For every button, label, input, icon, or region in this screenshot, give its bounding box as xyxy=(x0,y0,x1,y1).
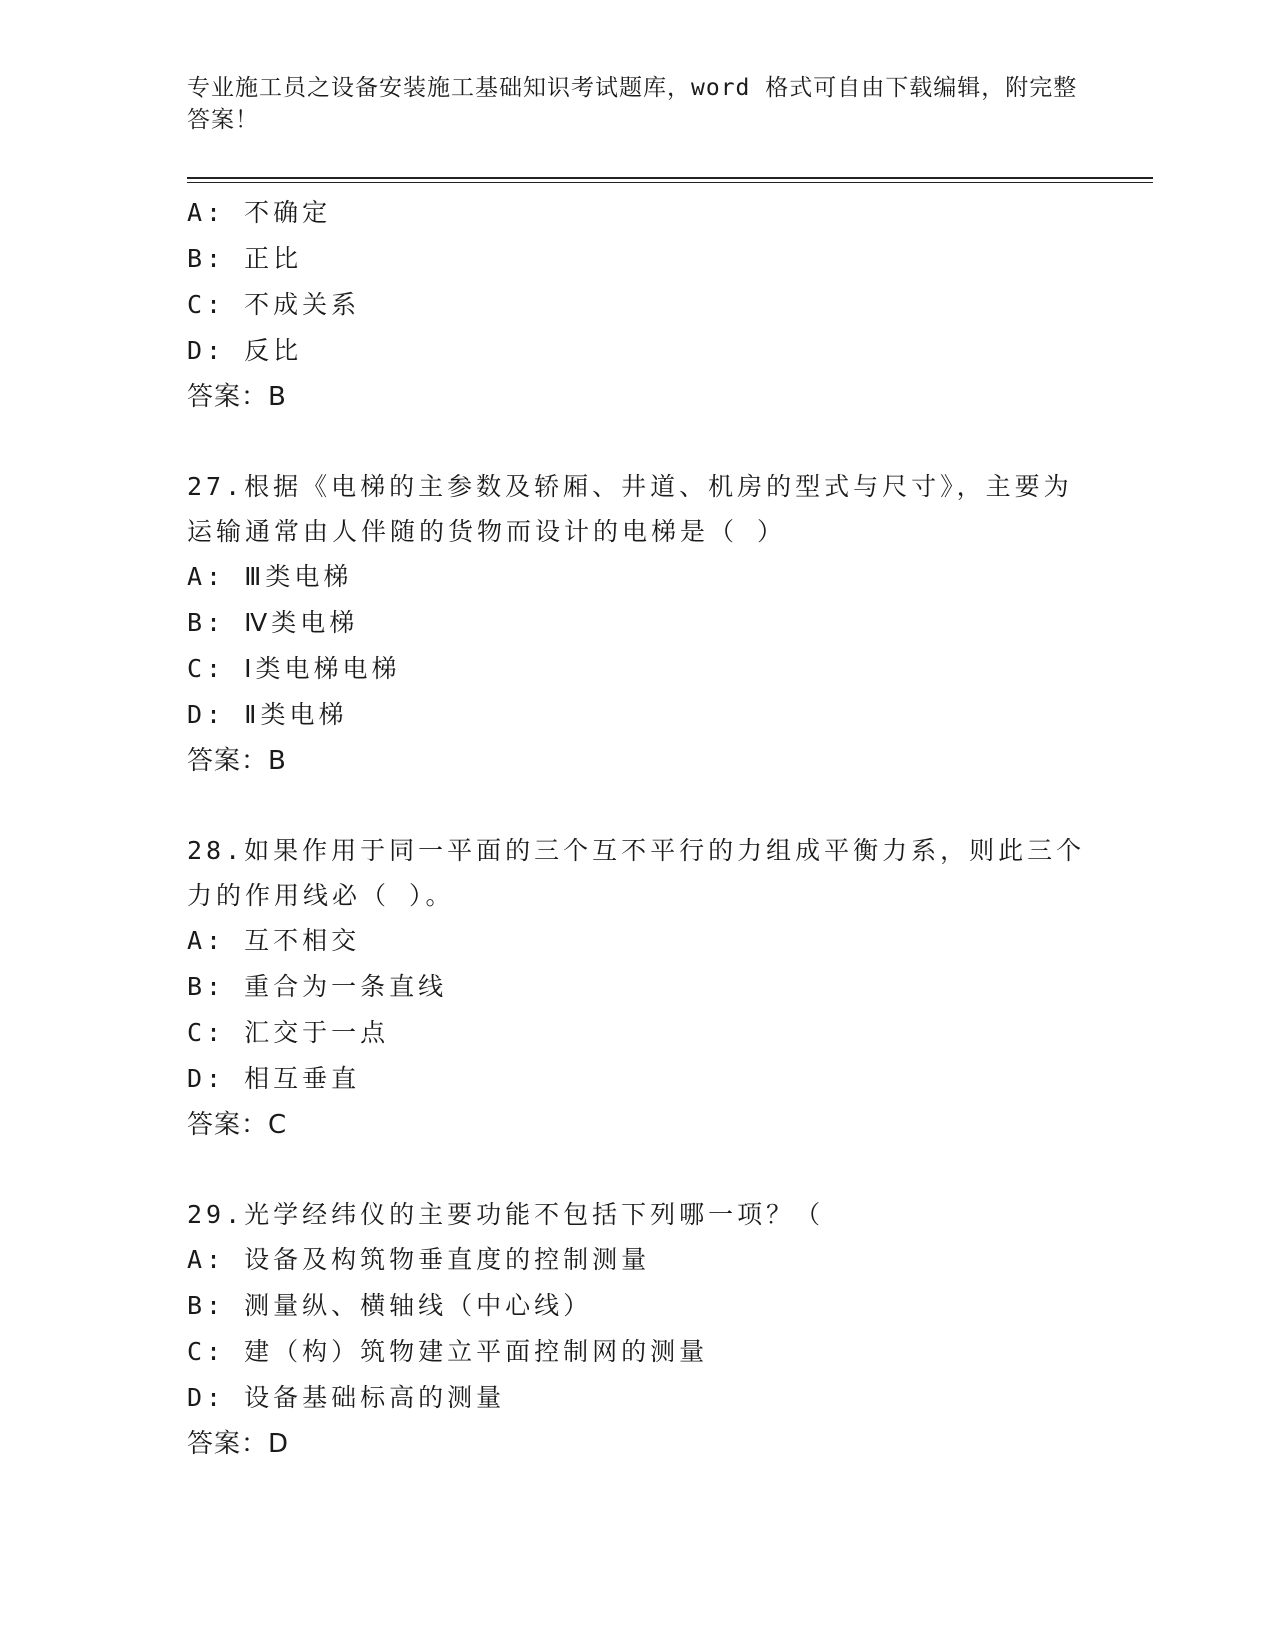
option-a: A: 互不相交 xyxy=(187,926,361,955)
question-28 xyxy=(187,828,1087,1148)
option-a: A: Ⅲ类电梯 xyxy=(187,562,353,591)
document-header: 专业施工员之设备安装施工基础知识考试题库，word 格式可自由下载编辑，附完整答案！ xyxy=(187,75,1078,133)
option-d: D: 相互垂直 xyxy=(187,1064,361,1093)
prev-question-block xyxy=(187,190,1087,420)
answer-label: 答案：B xyxy=(187,746,287,776)
option-d: D: 反比 xyxy=(187,336,303,365)
question-29 xyxy=(187,1192,1087,1467)
question-stem: 28.如果作用于同一平面的三个互不平行的力组成平衡力系，则此三个力的作用线必（ ）。 xyxy=(187,836,1086,910)
option-a: A: 设备及构筑物垂直度的控制测量 xyxy=(187,1245,651,1274)
option-c: C: 汇交于一点 xyxy=(187,1018,390,1047)
answer-label: 答案：D xyxy=(187,1429,290,1459)
option-d: D: 设备基础标高的测量 xyxy=(187,1383,506,1412)
option-d: D: Ⅱ类电梯 xyxy=(187,700,348,729)
question-stem: 29.光学经纬仪的主要功能不包括下列哪一项？（ xyxy=(187,1200,825,1229)
header-divider xyxy=(187,177,1153,179)
answer-label: 答案：B xyxy=(187,382,287,412)
option-b: B: Ⅳ类电梯 xyxy=(187,608,359,637)
option-c: C: 不成关系 xyxy=(187,290,361,319)
question-list xyxy=(187,190,1087,1467)
question-stem: 27.根据《电梯的主参数及轿厢、井道、机房的型式与尺寸》，主要为运输通常由人伴随的货物而设计的电梯是（ ） xyxy=(187,472,1073,546)
option-b: B: 重合为一条直线 xyxy=(187,972,448,1001)
answer-label: 答案：C xyxy=(187,1110,288,1140)
option-b: B: 测量纵、横轴线（中心线） xyxy=(187,1291,593,1320)
option-b: B: 正比 xyxy=(187,244,303,273)
option-c: C: Ⅰ类电梯电梯 xyxy=(187,654,401,683)
option-a: A: 不确定 xyxy=(187,198,332,227)
option-c: C: 建（构）筑物建立平面控制网的测量 xyxy=(187,1337,709,1366)
question-27 xyxy=(187,464,1087,784)
header-divider-thin xyxy=(187,182,1153,183)
